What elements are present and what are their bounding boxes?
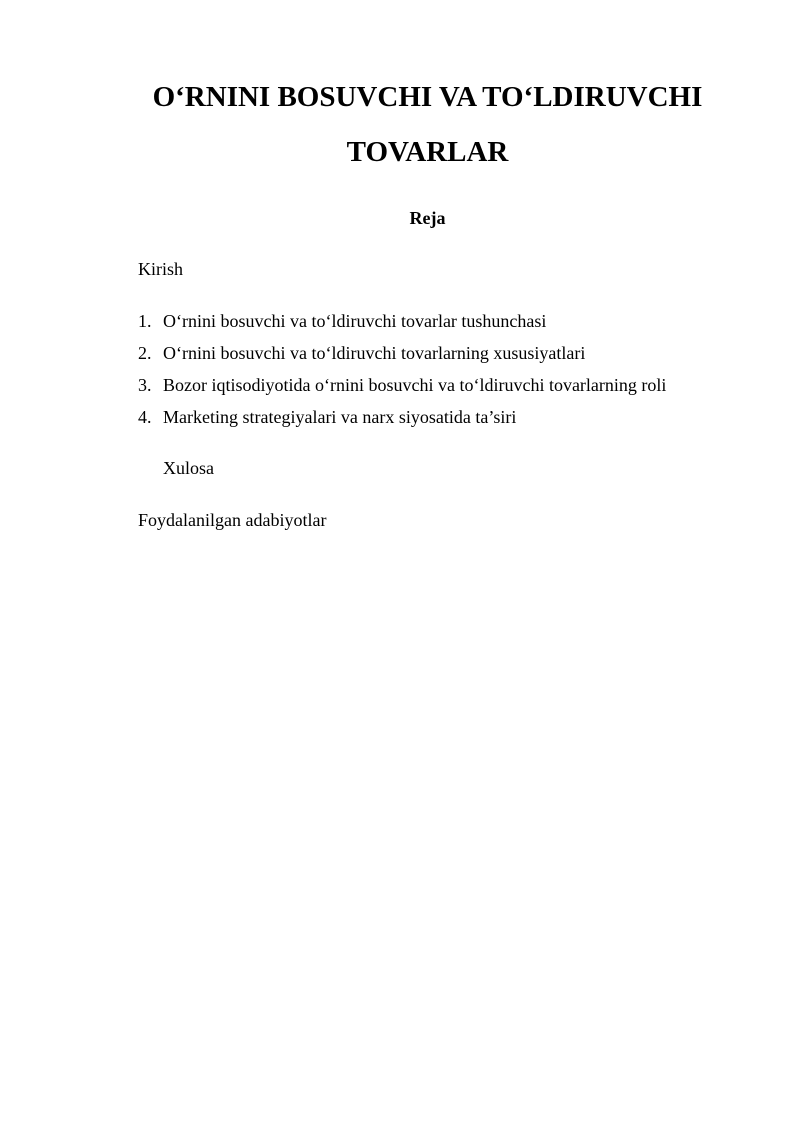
list-item-number: 1.: [138, 311, 152, 331]
conclusion-entry: Xulosa: [163, 458, 214, 478]
list-item: [138, 310, 546, 332]
document-title-line-2: TOVARLAR: [346, 136, 509, 168]
references-entry: Foydalanilgan adabiyotlar: [138, 510, 327, 530]
document-title-line-1: O‘RNINI BOSUVCHI VA TO‘LDIRUVCHI: [152, 81, 703, 113]
list-item: [138, 374, 666, 396]
list-item-number: 4.: [138, 407, 152, 427]
intro-entry: Kirish: [138, 259, 183, 279]
list-item-number: 2.: [138, 343, 152, 363]
list-item: [138, 406, 516, 428]
list-item-text: O‘rnini bosuvchi va to‘ldiruvchi tovarlar tushunchasi: [163, 311, 547, 331]
list-item-number: 3.: [138, 375, 152, 395]
list-item-text: Bozor iqtisodiyotida o‘rnini bosuvchi va to‘ldiruvchi tovarlarning roli: [163, 375, 667, 395]
list-item-text: Marketing strategiyalari va narx siyosatida ta’siri: [163, 407, 517, 427]
list-item: [138, 342, 585, 364]
plan-heading: Reja: [409, 208, 446, 228]
list-item-text: O‘rnini bosuvchi va to‘ldiruvchi tovarlarning xususiyatlari: [163, 343, 586, 363]
